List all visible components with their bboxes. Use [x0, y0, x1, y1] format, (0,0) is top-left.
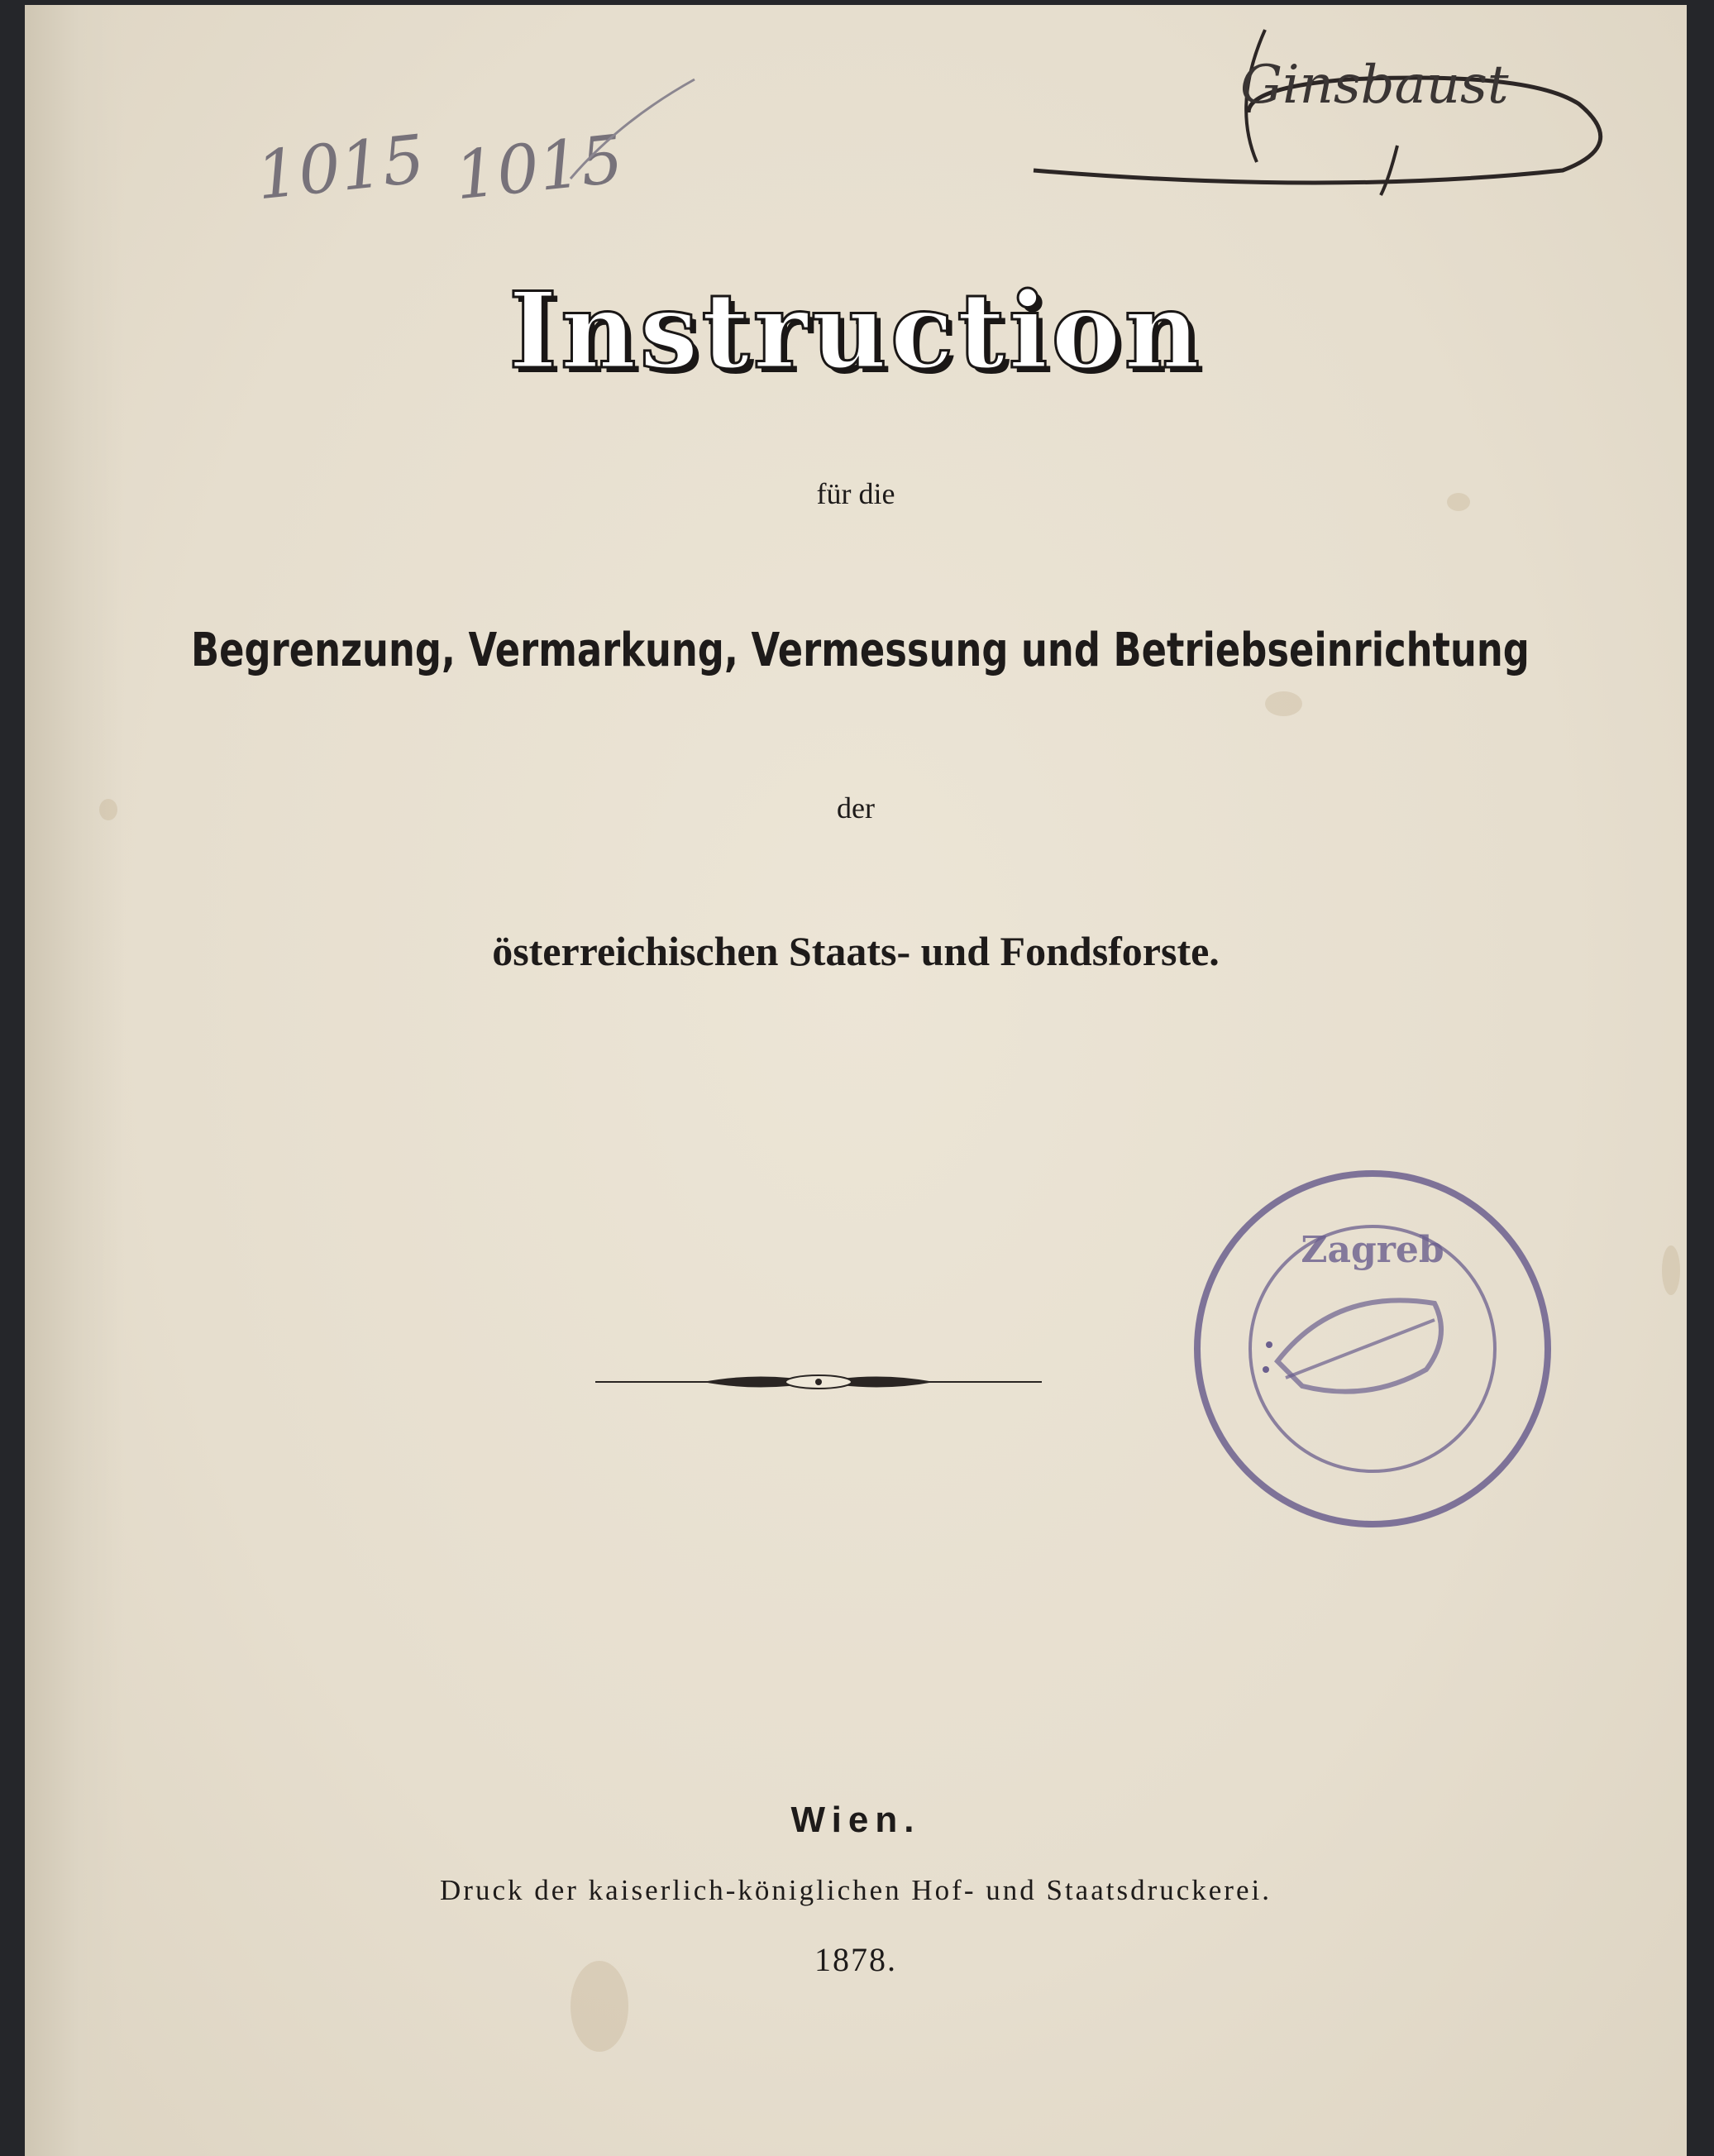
pencil-stroke-icon	[554, 71, 703, 187]
publication-place: Wien.	[790, 1800, 921, 1840]
handwritten-signature: Ginsbaust	[1240, 55, 1509, 116]
institution-line: österreichischen Staats- und Fondsforste.	[492, 928, 1220, 974]
pencil-accession-number: 1015	[451, 120, 627, 215]
library-stamp-icon	[1186, 1163, 1559, 1535]
connector-der: der	[837, 791, 875, 825]
title-page	[25, 5, 1687, 2156]
pencil-accession-number: 1015	[252, 120, 428, 215]
page-title: Instruction	[508, 270, 1204, 392]
ornamental-divider-icon	[595, 1370, 1042, 1394]
stamp-text: Zagreb	[1301, 1229, 1444, 1271]
publication-year: 1878.	[814, 1941, 897, 1978]
subtitle-fuer-die: für die	[816, 477, 895, 510]
printer-imprint: Druck der kaiserlich-königlichen Hof- und Staatsdruckerei.	[440, 1874, 1272, 1906]
subject-heading: Begrenzung, Vermarkung, Vermessung und Betriebseinrichtung	[191, 624, 1530, 677]
paper-stain	[1265, 691, 1302, 716]
paper-stain	[1662, 1245, 1680, 1295]
